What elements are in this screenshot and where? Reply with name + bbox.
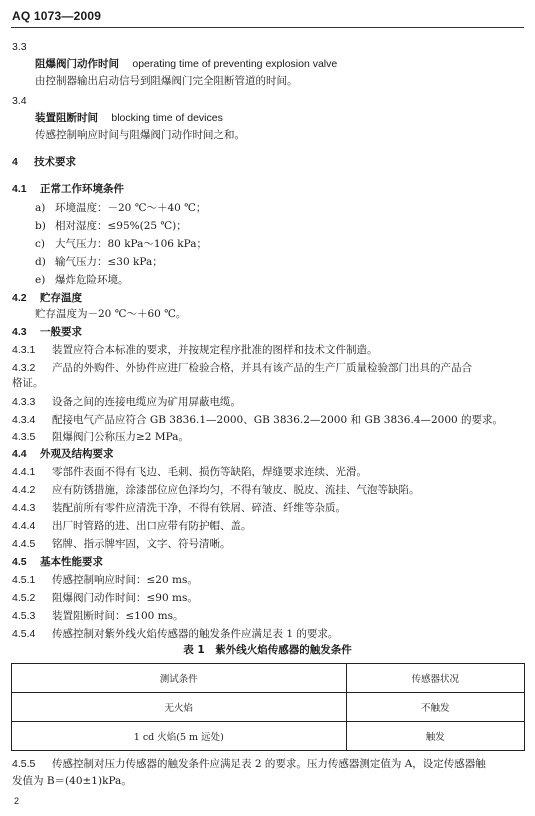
section-4-2-heading: 4.2 贮存温度 — [12, 292, 82, 304]
table-header-cell: 测试条件 — [12, 664, 347, 693]
list-item: b) 相对湿度：≤95%(25 ℃)； — [35, 220, 187, 232]
section-4-2-text: 贮存温度为－20 ℃～＋60 ℃。 — [35, 308, 187, 320]
clause-4-5-4: 4.5.4 传感控制对紫外线火焰传感器的触发条件应满足表 1 的要求。 — [12, 628, 339, 640]
clause-4-4-4: 4.4.4 出厂时管路的进、出口应带有防护帽、盖。 — [12, 520, 252, 532]
clause-4-5-5-cont: 发值为 B＝(40±1)kPa。 — [12, 775, 132, 787]
section-4-1-heading: 4.1 正常工作环境条件 — [12, 183, 124, 195]
clause-4-4-3: 4.4.3 装配前所有零件应清洗干净，不得有铁屑、碎渣、纤维等杂质。 — [12, 502, 346, 514]
table-header-row — [12, 664, 525, 693]
def-3-4-desc: 传感控制响应时间与阻爆阀门动作时间之和。 — [35, 129, 245, 141]
list-item: d) 输气压力：≤30 kPa； — [35, 256, 163, 268]
def-3-4-number: 3.4 — [12, 95, 27, 107]
list-item: e) 爆炸危险环境。 — [35, 274, 129, 286]
clause-4-3-2-cont: 格证。 — [12, 377, 44, 389]
clause-4-4-2: 4.4.2 应有防锈措施，涂漆部位应色泽均匀，不得有皱皮、脱皮、流挂、气泡等缺陷。 — [12, 484, 420, 496]
table-cell: 触发 — [346, 722, 524, 751]
clause-4-5-2: 4.5.2 阻爆阀门动作时间：≤90 ms。 — [12, 592, 198, 604]
def-3-3-number: 3.3 — [12, 41, 27, 53]
standard-code: AQ 1073—2009 — [12, 9, 102, 23]
table-1-caption: 表 1 紫外线火焰传感器的触发条件 — [183, 644, 352, 656]
def-3-3-term — [35, 57, 337, 71]
clause-4-3-1: 4.3.1 装置应符合本标准的要求，并按规定程序批准的图样和技术文件制造。 — [12, 344, 378, 356]
page-number: 2 — [14, 796, 20, 806]
table-row — [12, 693, 525, 722]
clause-4-5-3: 4.5.3 装置阻断时间：≤100 ms。 — [12, 610, 184, 622]
clause-4-3-3: 4.3.3 设备之间的连接电缆应为矿用屏蔽电缆。 — [12, 396, 241, 408]
header-rule — [11, 27, 524, 28]
list-item: c) 大气压力：80 kPa～106 kPa； — [35, 238, 208, 250]
list-item: a) 环境温度：－20 ℃～＋40 ℃； — [35, 202, 207, 214]
def-3-4-term — [35, 111, 223, 125]
section-4-3-heading: 4.3 一般要求 — [12, 326, 82, 338]
clause-4-5-5: 4.5.5 传感控制对压力传感器的触发条件应满足表 2 的要求。压力传感器测定值为 A，设定传感器触 — [12, 758, 486, 770]
table-row — [12, 722, 525, 751]
clause-4-3-5: 4.3.5 阻爆阀门公称压力≥2 MPa。 — [12, 431, 189, 443]
def-term-en: operating time of preventing explosion valve — [132, 58, 338, 70]
clause-4-3-4: 4.3.4 配接电气产品应符合 GB 3836.1—2000、GB 3836.2—2000 和 GB 3836.4—2000 的要求。 — [12, 414, 504, 426]
table-cell: 不触发 — [346, 693, 524, 722]
table-header-cell: 传感器状况 — [346, 664, 524, 693]
section-4-4-heading: 4.4 外观及结构要求 — [12, 448, 114, 460]
clause-4-5-1: 4.5.1 传感控制响应时间：≤20 ms。 — [12, 574, 198, 586]
def-3-3-desc: 由控制器输出启动信号到阻爆阀门完全阻断管道的时间。 — [35, 75, 298, 87]
section-4-5-heading: 4.5 基本性能要求 — [12, 556, 103, 568]
table-cell: 无火焰 — [12, 693, 347, 722]
def-term-cn: 装置阻断时间 — [35, 112, 98, 124]
clause-4-4-1: 4.4.1 零部件表面不得有飞边、毛刺、损伤等缺陷，焊缝要求连续、光滑。 — [12, 466, 367, 478]
def-term-en: blocking time of devices — [111, 112, 223, 124]
clause-4-3-2: 4.3.2 产品的外购件、外协件应进厂检验合格，并具有该产品的生产厂质量检验部门出具的产品合 — [12, 362, 472, 374]
section-4-heading: 4 技术要求 — [12, 156, 76, 168]
table-cell: 1 cd 火焰(5 m 远处) — [12, 722, 347, 751]
table-1 — [11, 663, 525, 751]
def-term-cn: 阻爆阀门动作时间 — [35, 58, 119, 70]
clause-4-4-5: 4.4.5 铭牌、指示牌牢固，文字、符号清晰。 — [12, 538, 231, 550]
